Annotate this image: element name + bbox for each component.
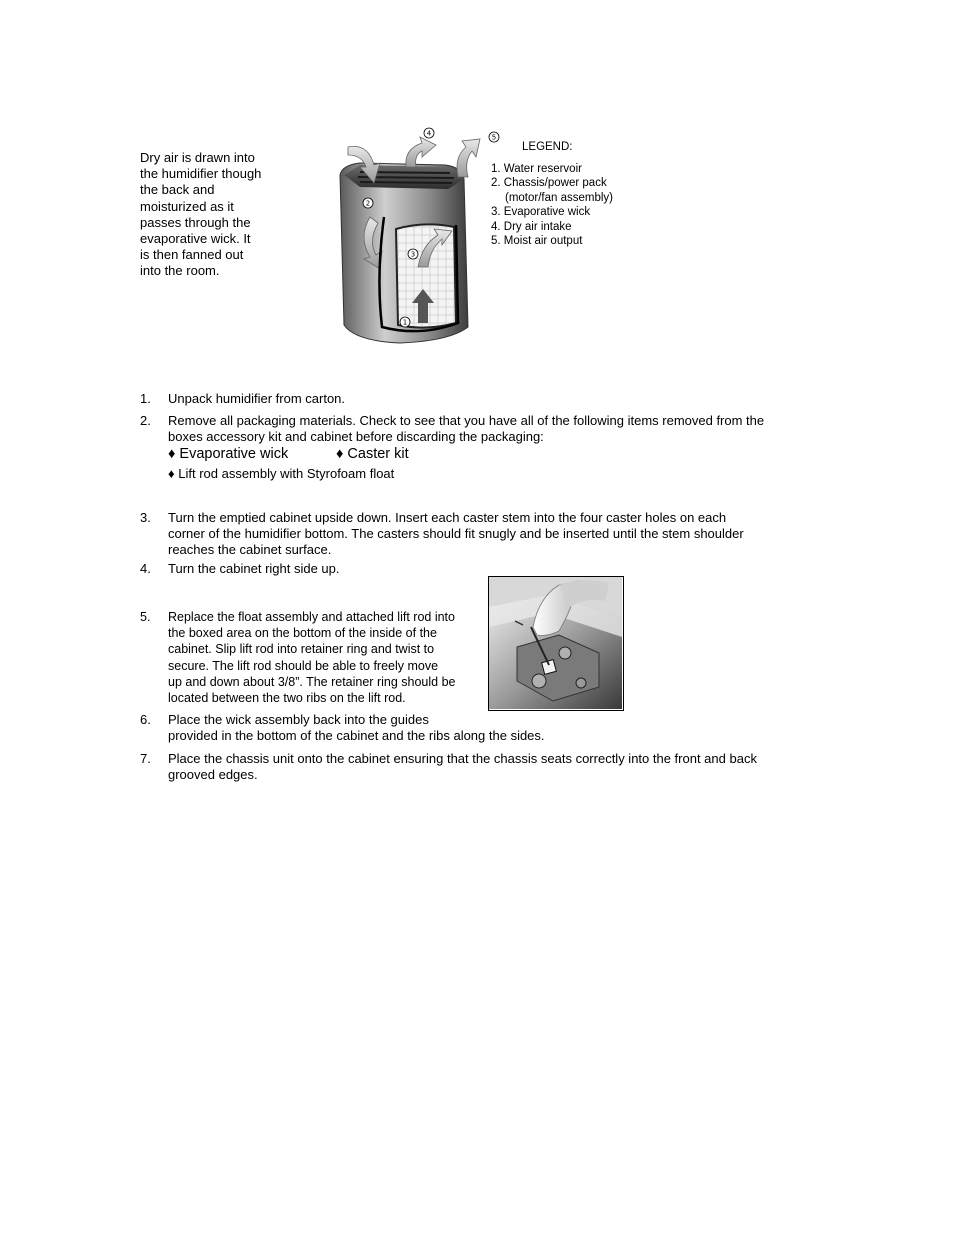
step-text-line: cabinet. Slip lift rod into retainer ring and twist to bbox=[168, 642, 435, 657]
intro-line: passes through the bbox=[140, 214, 251, 230]
intro-line: the humidifier though bbox=[140, 166, 262, 182]
step-text-line: Place the chassis unit onto the cabinet ensuring that the chassis seats correctly into the front and back bbox=[168, 751, 757, 766]
legend bbox=[491, 140, 613, 249]
step-7 bbox=[140, 751, 840, 784]
accessory-items-row bbox=[168, 446, 409, 462]
step-text-line: Remove all packaging materials. Check to see that you have all of the following items removed from the bbox=[168, 413, 765, 428]
item-evaporative-wick: ♦ Evaporative wick bbox=[168, 446, 289, 462]
step-4 bbox=[140, 561, 840, 577]
legend-item: 5. Moist air output bbox=[491, 235, 583, 247]
step-number: 3. bbox=[140, 510, 151, 525]
callout-2: 2 bbox=[365, 199, 371, 208]
step-text-line: provided in the bottom of the cabinet and the ribs along the sides. bbox=[168, 728, 545, 744]
intro-line: evaporative wick. It bbox=[140, 231, 251, 247]
legend-item: 4. Dry air intake bbox=[491, 220, 572, 233]
step-text: Turn the cabinet right side up. bbox=[168, 561, 340, 576]
legend-item: 1. Water reservoir bbox=[491, 162, 582, 175]
step-text-line: secure. The lift rod should be able to freely move bbox=[168, 658, 439, 673]
humidifier-airflow-illustration bbox=[330, 127, 500, 349]
step-text-line: corner of the humidifier bottom. The casters should fit snugly and be inserted until the stem shoulder bbox=[168, 526, 744, 542]
item-caster-kit: ♦ Caster kit bbox=[336, 446, 409, 462]
step-3 bbox=[140, 510, 840, 560]
intro-line: the back and bbox=[140, 182, 215, 198]
callout-4: 4 bbox=[426, 129, 432, 138]
step-text: Unpack humidifier from carton. bbox=[168, 391, 346, 406]
legend-item: (motor/fan assembly) bbox=[505, 191, 614, 204]
step-number: 4. bbox=[140, 561, 151, 576]
legend-item: 3. Evaporative wick bbox=[491, 206, 591, 218]
callout-5: 5 bbox=[491, 133, 497, 142]
step-number: 7. bbox=[140, 751, 151, 766]
step-text-line: boxes accessory kit and cabinet before discarding the packaging: bbox=[168, 429, 544, 445]
step-number: 2. bbox=[140, 413, 151, 428]
step-6 bbox=[140, 712, 840, 745]
step-text-line: grooved edges. bbox=[168, 767, 258, 783]
intro-line: is then fanned out bbox=[140, 247, 244, 263]
float-assembly-illustration bbox=[488, 576, 624, 711]
intro-line: Dry air is drawn into bbox=[140, 150, 255, 165]
step-number: 1. bbox=[140, 391, 151, 406]
legend-title: LEGEND: bbox=[522, 141, 573, 153]
step-number: 5. bbox=[140, 610, 151, 624]
step-text-line: up and down about 3/8”. The retainer ring should be bbox=[168, 674, 456, 689]
step-text-line: Place the wick assembly back into the guides bbox=[168, 712, 429, 727]
item-lift-rod: ♦ Lift rod assembly with Styrofoam float bbox=[168, 466, 395, 481]
step-2 bbox=[140, 413, 840, 446]
callout-1: 1 bbox=[402, 318, 408, 327]
legend-item: 2. Chassis/power pack bbox=[491, 177, 607, 189]
callout-3: 3 bbox=[410, 250, 416, 259]
intro-line: moisturized as it bbox=[140, 198, 234, 214]
step-5 bbox=[140, 609, 485, 707]
step-text-line: located between the two ribs on the lift rod. bbox=[168, 691, 406, 706]
step-text-line: the boxed area on the bottom of the inside of the bbox=[168, 626, 437, 641]
intro-line: into the room. bbox=[140, 263, 220, 279]
intro-paragraph bbox=[140, 150, 280, 280]
step-1 bbox=[140, 391, 840, 407]
step-text-line: Replace the float assembly and attached lift rod into bbox=[168, 610, 455, 624]
step-text-line: Turn the emptied cabinet upside down. Insert each caster stem into the four caster holes on each bbox=[168, 510, 727, 525]
step-number: 6. bbox=[140, 712, 151, 727]
step-text-line: reaches the cabinet surface. bbox=[168, 542, 332, 558]
